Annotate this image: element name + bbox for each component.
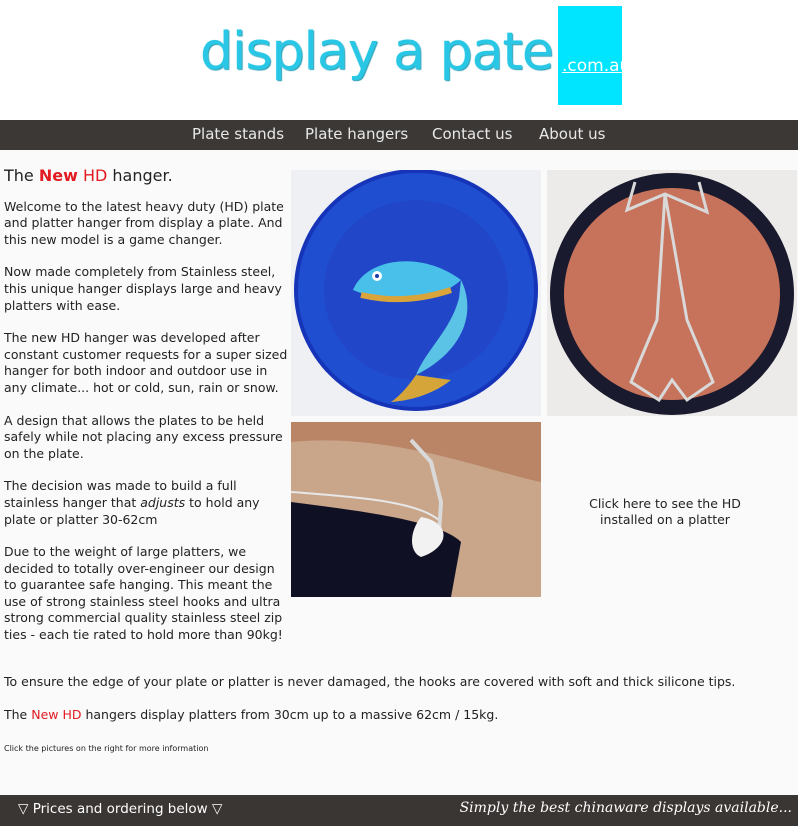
header bbox=[0, 0, 798, 120]
silicone-hook-closeup-photo[interactable] bbox=[291, 422, 541, 597]
range-paragraph bbox=[4, 707, 794, 722]
prices-label: Prices and ordering below bbox=[32, 801, 208, 817]
hd-installed-link[interactable]: Click here to see the HD installed on a platter bbox=[589, 496, 741, 527]
range-prefix: The bbox=[4, 707, 32, 722]
tagline: Simply the best chinaware displays available... bbox=[459, 800, 792, 816]
heading-prefix: The bbox=[4, 166, 39, 185]
nav-plate-hangers[interactable]: Plate hangers bbox=[305, 125, 409, 143]
plate-back-hanger-photo[interactable] bbox=[547, 170, 797, 416]
logo-domain-box[interactable] bbox=[558, 6, 631, 105]
edge-paragraph: To ensure the edge of your plate or platter is never damaged, the hooks are covered with soft and thick silicone tips. bbox=[4, 674, 736, 689]
small-note: Click the pictures on the right for more information bbox=[4, 744, 209, 753]
range-new-hd: New HD bbox=[31, 707, 82, 722]
footer-bar bbox=[0, 795, 798, 826]
description-column bbox=[4, 168, 290, 644]
decision-after: to hold any plate or platter 30-62cm bbox=[4, 494, 260, 527]
heading-suffix: hanger. bbox=[107, 166, 173, 185]
heading-new: New bbox=[38, 166, 78, 185]
nav-contact-us[interactable]: Contact us bbox=[432, 125, 513, 143]
plate-back-image bbox=[547, 170, 797, 416]
decision-before: The decision was made to build a full stainless hanger that bbox=[4, 478, 237, 510]
development-paragraph: The new HD hanger was developed after constant customer requests for a super sized hanger for both indoor and outdoor use in any climate... hot or cold, sun, rain or snow. bbox=[4, 330, 288, 395]
page-heading bbox=[4, 168, 290, 185]
hook-closeup-image bbox=[291, 422, 541, 597]
stainless-paragraph: Now made completely from Stainless steel, this unique hanger displays large and heavy platters with ease. bbox=[4, 264, 282, 313]
content-area bbox=[0, 150, 798, 795]
prices-ordering-link[interactable] bbox=[18, 801, 222, 817]
design-paragraph: A design that allows the plates to be held safely while not placing any excess pressure on the plate. bbox=[4, 412, 283, 461]
range-suffix: hangers display platters from 30cm up to a massive 62cm / 15kg. bbox=[81, 707, 499, 722]
heading-hd: HD bbox=[77, 166, 108, 185]
weight-paragraph: Due to the weight of large platters, we decided to totally over-engineer our design to guarantee safe hanging. This meant the use of strong stainless steel hooks and ultra strong commercial quality stainless steel zip ties - each tie rated to hold more than 90kg! bbox=[4, 544, 283, 643]
decision-italic: adjusts bbox=[140, 494, 186, 510]
nav-about-us[interactable]: About us bbox=[539, 125, 606, 143]
triangle-down-icon: ▽ bbox=[18, 801, 29, 817]
triangle-down-icon: ▽ bbox=[212, 801, 223, 817]
logo-domain: .com.au bbox=[562, 56, 631, 76]
nav-plate-stands[interactable]: Plate stands bbox=[192, 125, 285, 143]
logo-text[interactable]: display a pate bbox=[200, 22, 553, 82]
decision-paragraph bbox=[4, 478, 290, 528]
main-nav bbox=[0, 120, 798, 150]
fish-plate-image bbox=[291, 170, 541, 416]
blue-fish-plate-photo[interactable] bbox=[291, 170, 541, 416]
intro-paragraph: Welcome to the latest heavy duty (HD) plate and platter hanger from display a plate. And this new model is a game changer. bbox=[4, 198, 284, 247]
